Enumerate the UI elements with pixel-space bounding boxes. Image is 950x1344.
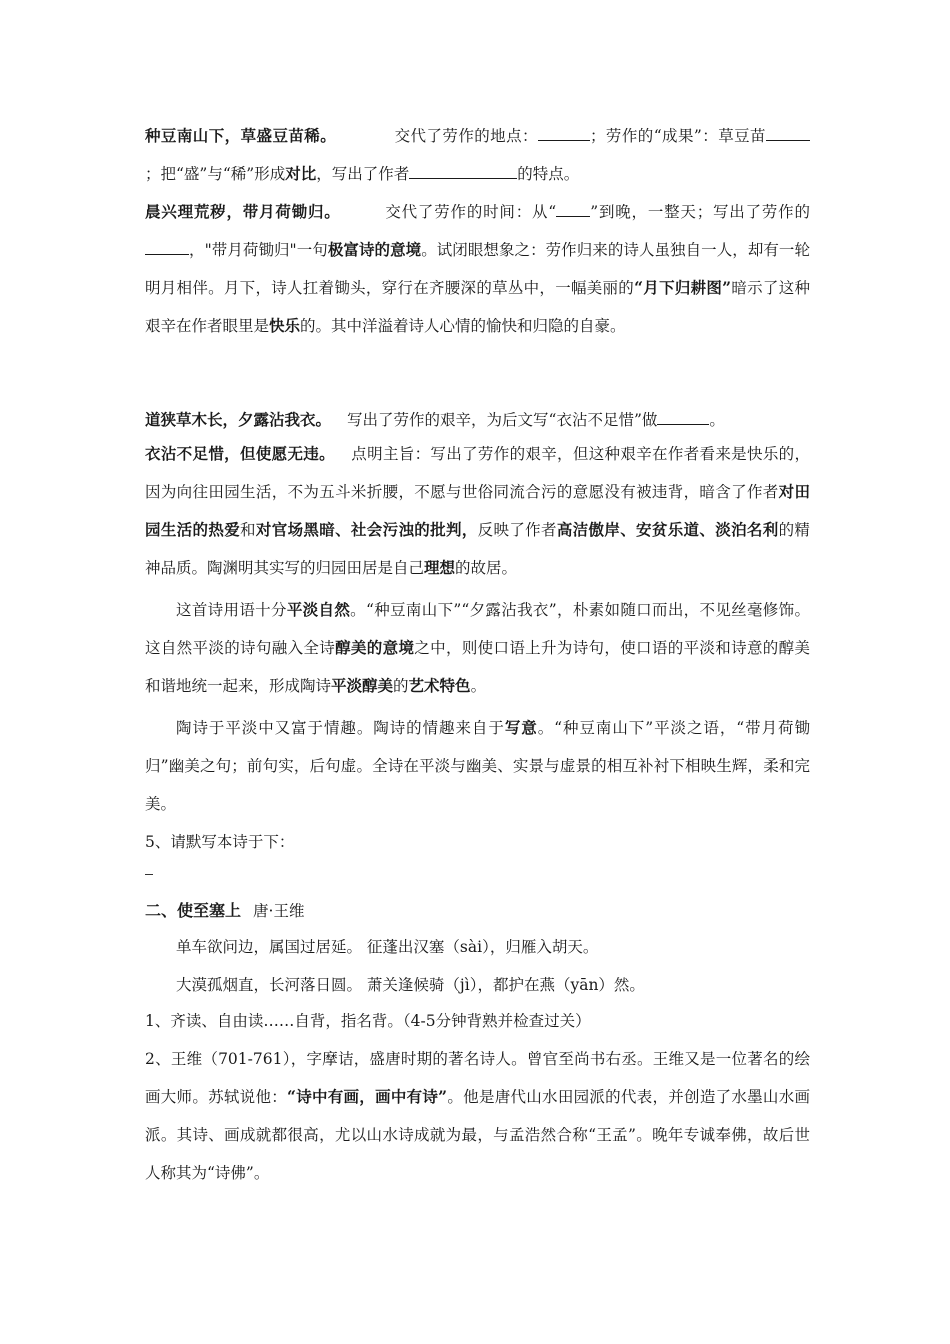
list-item-2 <box>145 1040 810 1192</box>
keyword: 艺术特色 <box>408 676 471 695</box>
keyword: “月下归耕图” <box>634 278 732 297</box>
paragraph-line1-analysis <box>145 117 810 193</box>
analysis-text: 暗示了这种艰辛在作者眼里是 <box>145 279 810 335</box>
analysis-text: ，写出了作者 <box>316 165 410 183</box>
body-text: 的 <box>393 677 409 695</box>
keyword: “诗中有画，画中有诗” <box>287 1087 448 1106</box>
poem-author: 唐·王维 <box>253 902 305 920</box>
keyword: 醇美的意境 <box>335 638 415 657</box>
list-item-1: 1、齐读、自由读……自背，指名背。（4-5分钟背熟并检查过关） <box>145 1012 591 1030</box>
paragraph-interest-comment <box>145 709 810 823</box>
body-text: 。 <box>470 677 487 695</box>
body-text: 。“种豆南山下”“夕露沾我衣”，朴素如随口而出，不见丝毫修饰。这自然平淡的诗句融入全诗 <box>145 601 810 657</box>
paragraph-style-comment <box>145 591 810 705</box>
question-5: 5、请默写本诗于下： <box>145 833 295 851</box>
body-text: 。“种豆南山下”平淡之语，“带月荷锄归”幽美之句；前句实，后句虚。全诗在平淡与幽美、实景与虚景的相互补衬下相映生辉，柔和完美。 <box>145 719 810 813</box>
analysis-text: 点明主旨：写出了劳作的艰辛，但这种艰辛在作者看来是快乐的，因为向往田园生活，不为五斗米折腰，不愿与世俗同流合污的意愿没有被违背，暗含了作者 <box>145 445 810 501</box>
analysis-text: ；把“盛”与“稀”形成 <box>145 165 286 183</box>
analysis-text: 。试闭眼想象之：劳作归来的诗人虽独自一人，却有一轮明月相伴。月下，诗人扛着锄头，穿行在齐腰深的草丛中，一幅美丽的 <box>145 241 810 297</box>
analysis-text: 。 <box>709 411 725 429</box>
paragraph-line4-analysis <box>145 435 810 587</box>
answer-blank[interactable] <box>657 408 709 425</box>
body-text: 这首诗用语十分 <box>176 601 287 619</box>
keyword: 对比 <box>285 164 317 183</box>
keyword: 写意 <box>504 718 538 737</box>
analysis-text: ”到晚，一整天；写出了劳作的 <box>590 203 810 221</box>
analysis-text: 写出了劳作的艰辛，为后文写“衣沾不足惜”做 <box>347 411 658 429</box>
analysis-text: ，"带月荷锄归"一句 <box>189 241 328 259</box>
analysis-text: 的故居。 <box>455 559 518 577</box>
poem-title: 二、使至塞上 <box>145 901 242 920</box>
verse-quote: 种豆南山下，草盛豆苗稀。 <box>145 126 337 145</box>
paragraph-line2-analysis <box>145 193 810 345</box>
body-text: 陶诗于平淡中又富于情趣。陶诗的情趣来自于 <box>176 719 505 737</box>
paragraph-line3-analysis <box>145 405 810 435</box>
body-text: 2、王维（701-761），字摩诘，盛唐时期的著名诗人。曾官至尚书右丞。王维又是一位著名的绘画大师。苏轼说他： <box>145 1050 810 1106</box>
answer-blank[interactable] <box>145 238 189 255</box>
answer-blank[interactable] <box>538 124 590 141</box>
keyword: 高洁傲岸、安贫乐道、淡泊名利 <box>556 520 779 539</box>
verse-quote: 道狭草木长，夕露沾我衣。 <box>145 410 332 429</box>
poem-line-2: 大漠孤烟直，长河落日圆。 萧关逢候骑（jì），都护在燕（yān）然。 <box>176 976 645 994</box>
keyword: 快乐 <box>269 316 301 335</box>
keyword: 极富诗的意境 <box>327 240 422 259</box>
keyword: 平淡醇美 <box>331 676 394 695</box>
keyword: 对田园生活的热爱 <box>145 482 810 539</box>
analysis-text: 交代了劳作的地点： <box>394 127 538 145</box>
analysis-text: 的。其中洋溢着诗人心情的愉快和归隐的自豪。 <box>300 317 626 335</box>
keyword: 平淡自然 <box>286 600 351 619</box>
answer-blank[interactable] <box>556 200 590 217</box>
analysis-text: 的特点。 <box>517 165 580 183</box>
verse-quote: 晨兴理荒秽，带月荷锄归。 <box>145 202 341 221</box>
section-heading <box>145 892 810 930</box>
body-text: 。他是唐代山水田园派的代表，并创造了水墨山水画派。其诗、画成就都很高，尤以山水诗成就为最，与孟浩然合称“王孟”。晚年专诚奉佛，故后世人称其为“诗佛”。 <box>145 1088 810 1182</box>
analysis-text: ；劳作的“成果”：草豆苗 <box>589 127 766 145</box>
analysis-text: 反映了作者 <box>477 521 557 539</box>
analysis-text: 的精神品质。陶渊明其实写的归园田居是自己 <box>145 521 810 577</box>
answer-blank[interactable] <box>766 124 810 141</box>
poem-line-1: 单车欲问边，属国过居延。 征蓬出汉塞（sài），归雁入胡天。 <box>176 938 599 956</box>
keyword: 理想 <box>424 558 456 577</box>
keyword: 对官场黑暗、社会污浊的批判， <box>255 520 478 539</box>
writing-line[interactable] <box>145 874 153 875</box>
analysis-text: 交代了劳作的时间：从“ <box>384 203 557 221</box>
answer-blank[interactable] <box>409 162 517 179</box>
body-text: 之中，则使口语上升为诗句，使口语的平淡和诗意的醇美和谐地统一起来，形成陶诗 <box>145 639 810 695</box>
verse-quote: 衣沾不足惜，但使愿无违。 <box>145 444 335 463</box>
analysis-text: 和 <box>240 521 256 539</box>
